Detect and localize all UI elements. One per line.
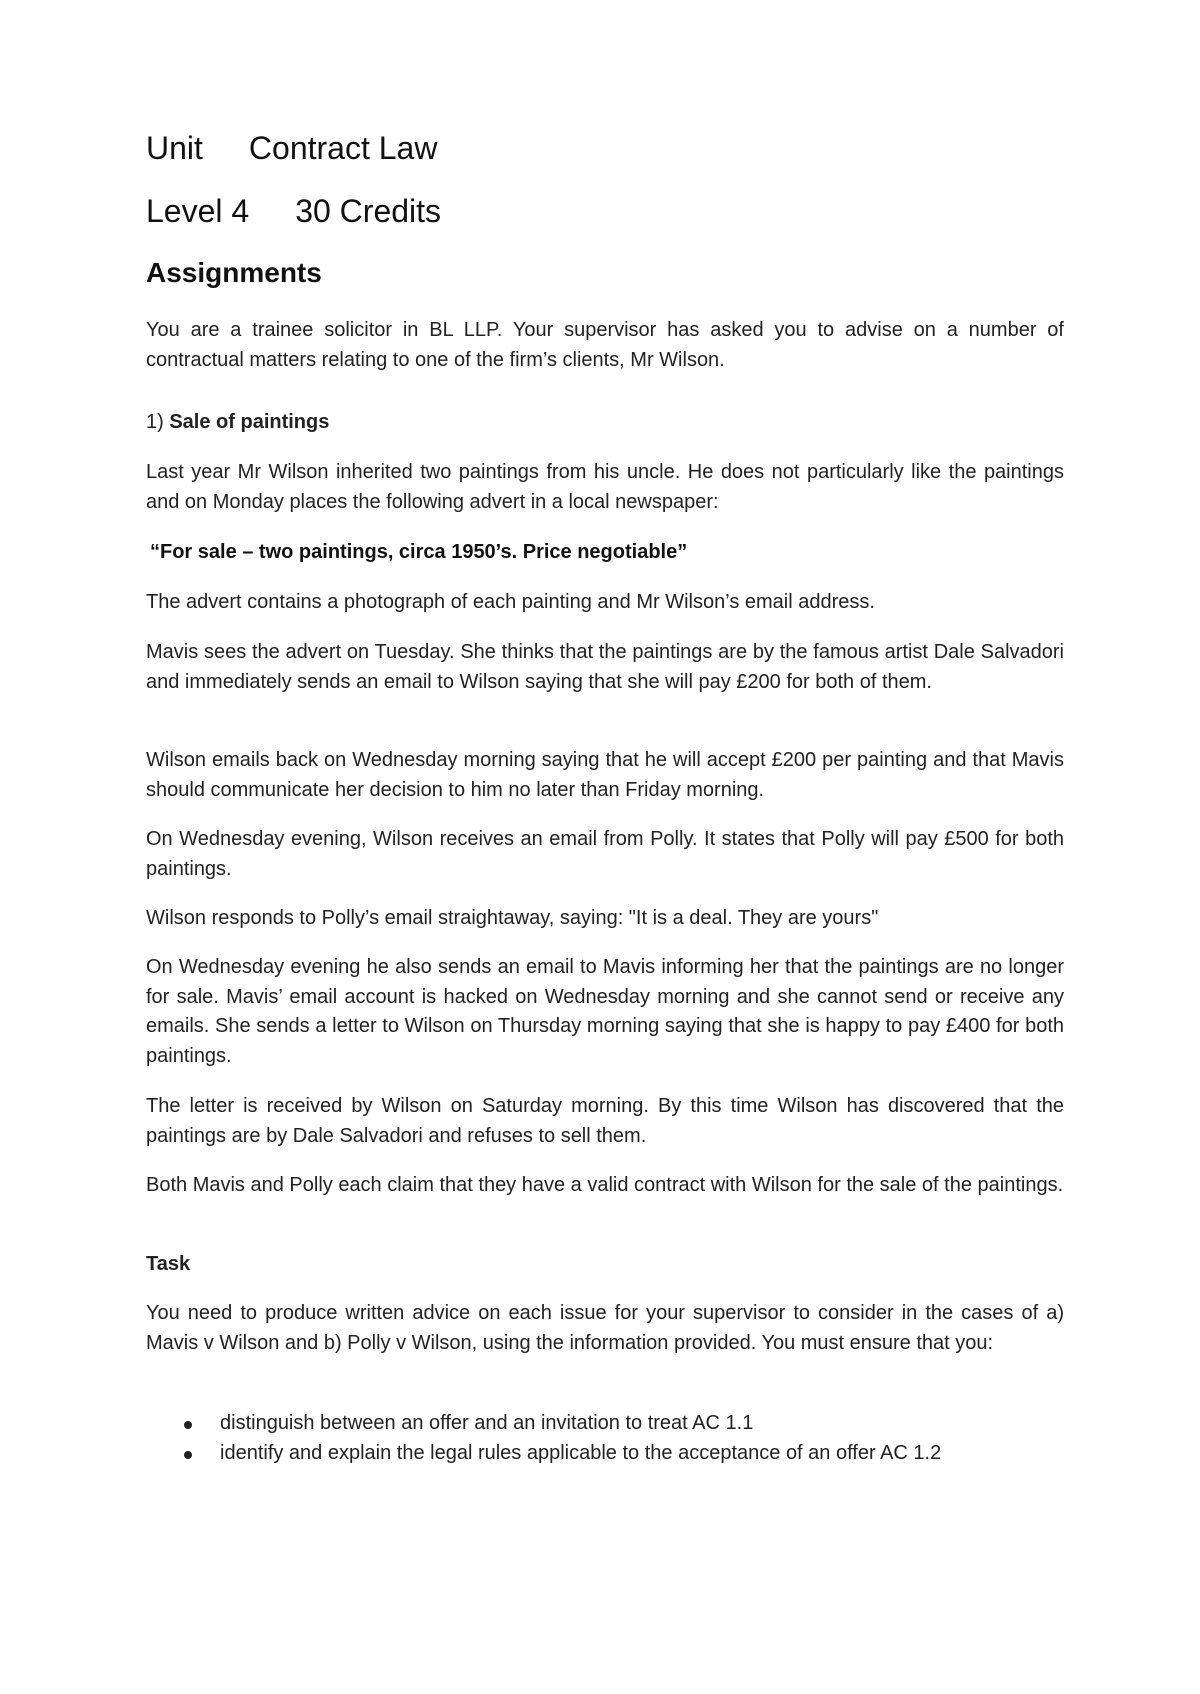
item-title: Sale of paintings xyxy=(169,411,330,433)
unit-heading xyxy=(146,130,437,167)
bullet-icon xyxy=(184,1451,192,1459)
credits-label: 30 Credits xyxy=(295,193,442,229)
paragraph-4: Wilson emails back on Wednesday morning saying that he will accept £200 per painting and that Mavis should communicate her decision to him no later than Friday morning. xyxy=(146,749,1064,801)
item-heading xyxy=(146,408,1064,438)
unit-value: Contract Law xyxy=(248,130,438,166)
task-paragraph: You need to produce written advice on each issue for your supervisor to consider in the cases of a) Mavis v Wilson and b) Polly v Wilson, using the information provided. You must ensure that you: xyxy=(146,1302,1064,1354)
list-item xyxy=(184,1409,1064,1439)
intro-paragraph: You are a trainee solicitor in BL LLP. Your supervisor has asked you to advise on a number of contractual matters relating to one of the firm’s clients, Mr Wilson. xyxy=(146,319,1064,371)
level-heading xyxy=(146,193,441,230)
paragraph-5: On Wednesday evening, Wilson receives an email from Polly. It states that Polly will pay £500 for both paintings. xyxy=(146,828,1064,880)
bullet-icon xyxy=(184,1421,192,1429)
list-item-text: identify and explain the legal rules applicable to the acceptance of an offer AC 1.2 xyxy=(220,1441,942,1464)
paragraph-1: Last year Mr Wilson inherited two paintings from his uncle. He does not particularly like the paintings and on Monday places the following advert in a local newspaper: xyxy=(146,461,1064,513)
task-title: Task xyxy=(146,1253,191,1275)
advert-quote: “For sale – two paintings, circa 1950’s. Price negotiable” xyxy=(150,541,688,563)
paragraph-2: The advert contains a photograph of each painting and Mr Wilson’s email address. xyxy=(146,591,875,613)
list-item xyxy=(184,1439,1064,1469)
section-title: Assignments xyxy=(146,257,322,288)
paragraph-6: Wilson responds to Polly’s email straightaway, saying: "It is a deal. They are yours" xyxy=(146,907,879,929)
paragraph-9: Both Mavis and Polly each claim that they have a valid contract with Wilson for the sale of the paintings. xyxy=(146,1174,1064,1196)
paragraph-7: On Wednesday evening he also sends an email to Mavis informing her that the paintings are no longer for sale. Mavis’ email account is hacked on Wednesday morning and she cannot send or receive any emails. She sends a letter to Wilson on Thursday morning saying that she is happy to pay £400 for both paintings. xyxy=(146,956,1064,1067)
item-number: 1) xyxy=(146,411,170,433)
paragraph-3: Mavis sees the advert on Tuesday. She thinks that the paintings are by the famous artist Dale Salvadori and immediately sends an email to Wilson saying that she will pay £200 for both of them. xyxy=(146,641,1064,693)
list-item-text: distinguish between an offer and an invitation to treat AC 1.1 xyxy=(220,1412,754,1434)
paragraph-8: The letter is received by Wilson on Saturday morning. By this time Wilson has discovered that the paintings are by Dale Salvadori and refuses to sell them. xyxy=(146,1095,1064,1147)
task-bullet-list xyxy=(184,1409,1064,1468)
level-label: Level 4 xyxy=(146,193,250,229)
unit-label: Unit xyxy=(146,130,203,166)
